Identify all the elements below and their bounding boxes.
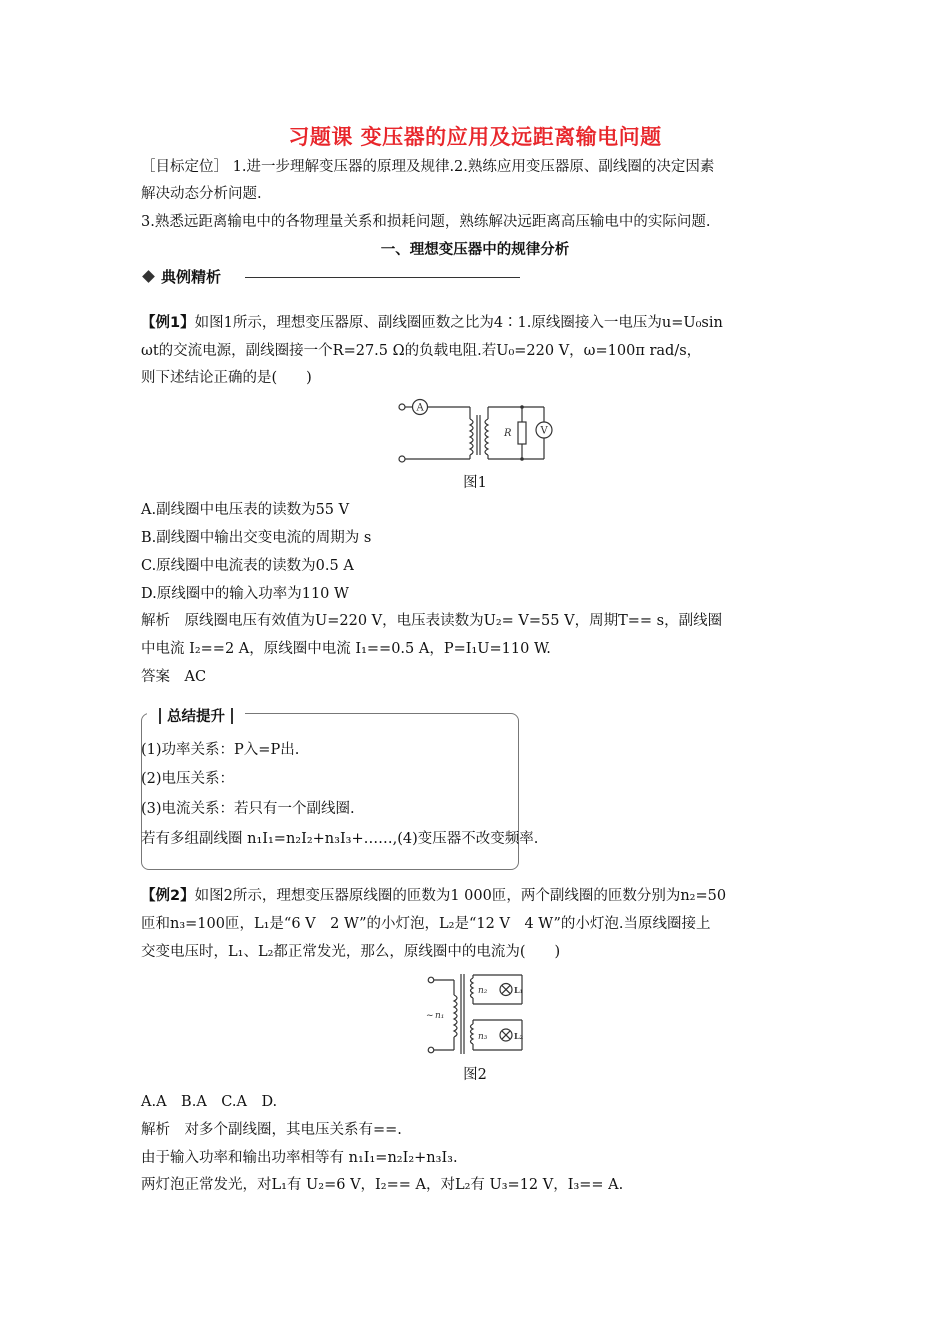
example2-options: A.A B.A C.A D.: [141, 1094, 278, 1110]
summary-item-4: 若有多组副线圈 n₁I₁=n₂I₂+n₃I₃+……,(4)变压器不改变频率.: [141, 831, 539, 847]
summary-item-3: (3)电流关系：若只有一个副线圈.: [141, 801, 355, 817]
figure2-caption: 图2: [463, 1067, 487, 1083]
example1-text-1: 如图1所示，理想变压器原、副线圈匝数之比为4∶1.原线圈接入一电压为u=U₀sin: [194, 315, 723, 331]
example2-line-3: 交变电压时，L₁、L₂都正常发光，那么，原线圈中的电流为( ): [141, 944, 561, 960]
example-analysis-label: 典例精析: [161, 268, 222, 286]
summary-heading: [147, 705, 245, 726]
example2-analysis-2: 由于输入功率和输出功率相等有 n₁I₁=n₂I₂+n₃I₃.: [141, 1150, 458, 1166]
coil-n2-label: n₂: [478, 986, 488, 996]
objectives-line-3: 3.熟悉远距离输电中的各物理量关系和损耗问题，熟练解决远距离高压输电中的实际问题.: [141, 214, 711, 230]
example2-text-1: 如图2所示，理想变压器原线圈的匝数为1 000匝，两个副线圈的匝数分别为n₂=50: [194, 888, 727, 904]
example1-line-2: ωt的交流电源，副线圈接一个R=27.5 Ω的负载电阻.若U₀=220 V，ω=100π rad/s，: [141, 343, 702, 359]
page-title: 习题课 变压器的应用及远距离输电问题: [288, 125, 662, 149]
example2-tag: 【例2】: [141, 888, 195, 904]
example1-answer: 答案 AC: [141, 669, 207, 685]
example1-line-1: [141, 313, 723, 333]
example2-line-1: [141, 886, 726, 906]
example2-analysis-3: 两灯泡正常发光，对L₁有 U₂=6 V，I₂== A，对L₂有 U₃=12 V，I₃== A.: [141, 1177, 624, 1193]
summary-item-2: (2)电压关系：: [141, 771, 235, 787]
objectives-line-2: 解决动态分析问题.: [141, 186, 262, 202]
figure2-circuit: [418, 968, 534, 1058]
summary-label: 总结提升: [167, 709, 225, 725]
heading-rule: [245, 277, 520, 278]
example1-analysis-1: 解析 原线圈电压有效值为U=220 V，电压表读数为U₂= V=55 V，周期T== s，副线圈: [141, 613, 723, 629]
example2-analysis-1: 解析 对多个副线圈，其电压关系有==.: [141, 1122, 402, 1138]
coil-n3-label: n₃: [478, 1032, 488, 1042]
example1-option-a: A.副线圈中电压表的读数为55 V: [141, 502, 350, 518]
example1-option-d: D.原线圈中的输入功率为110 W: [141, 586, 349, 602]
bar-icon: [231, 708, 233, 724]
objectives-line-1: ［目标定位］ 1.进一步理解变压器的原理及规律.2.熟练应用变压器原、副线圈的决定因素: [141, 159, 715, 175]
bar-icon: [159, 708, 161, 724]
example1-line-3: 则下述结论正确的是( ): [141, 370, 312, 386]
figure1-circuit: [392, 395, 562, 467]
resistor-label: R: [504, 428, 512, 439]
lamp-l2-label: L₂: [514, 1031, 524, 1041]
figure1-caption: 图1: [463, 475, 487, 491]
example1-analysis-2: 中电流 I₂==2 A，原线圈中电流 I₁==0.5 A，P=I₁U=110 W.: [141, 641, 551, 657]
example2-line-2: 匝和n₃=100匝，L₁是“6 V 2 W”的小灯泡，L₂是“12 V 4 W”的小灯泡.当原线圈接上: [141, 916, 711, 932]
voltmeter-label: V: [540, 425, 548, 437]
ammeter-label: A: [416, 402, 424, 414]
lamp-l1-label: L₁: [514, 985, 524, 995]
ac-source-label: ~: [426, 1011, 434, 1021]
summary-item-1: (1)功率关系：P入=P出.: [141, 742, 300, 758]
example1-option-c: C.原线圈中电流表的读数为0.5 A: [141, 558, 354, 574]
example1-tag: 【例1】: [141, 315, 195, 331]
example1-option-b: B.副线圈中输出交变电流的周期为 s: [141, 530, 372, 546]
example-analysis-heading: [141, 267, 221, 287]
diamond-bullet-icon: [142, 270, 155, 283]
coil-n1-label: n₁: [435, 1011, 445, 1021]
section-heading: 一、理想变压器中的规律分析: [380, 242, 570, 258]
